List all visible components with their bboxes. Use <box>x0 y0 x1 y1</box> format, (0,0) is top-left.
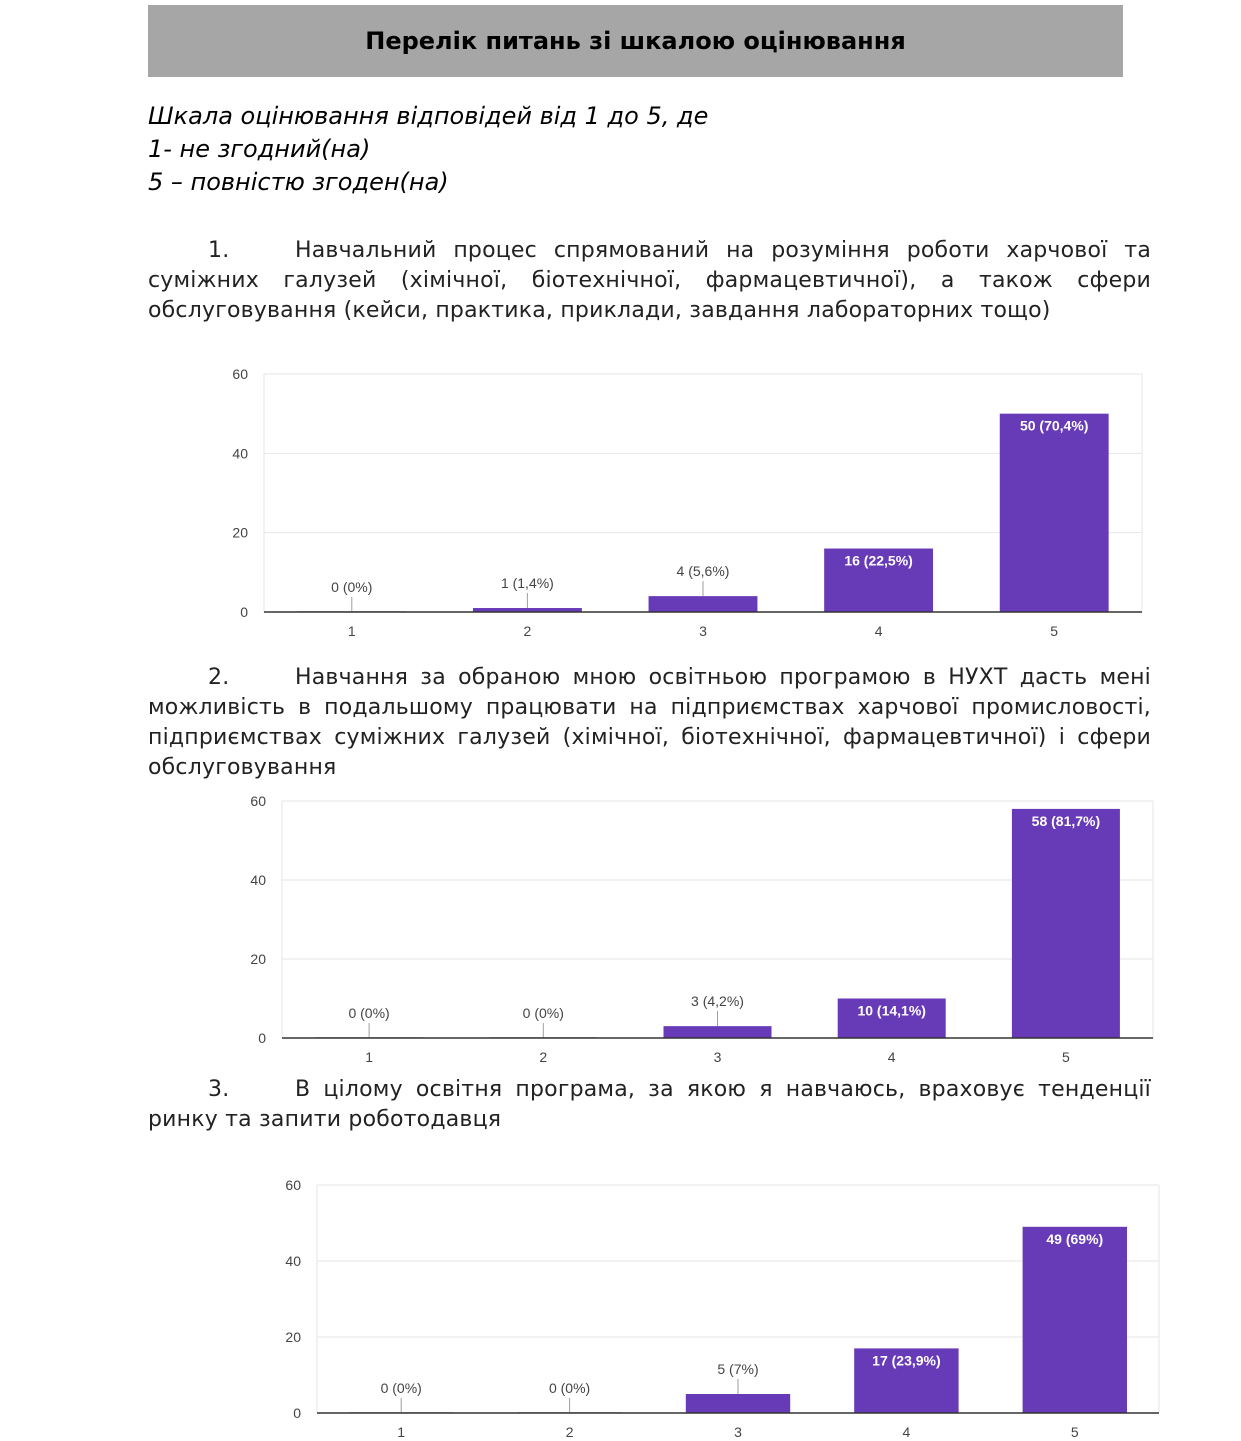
question-3 <box>148 1075 1151 1135</box>
x-tick-label: 5 <box>1070 1424 1079 1440</box>
data-label: 3 (4,2%) <box>691 993 744 1010</box>
y-tick-label: 40 <box>285 1253 301 1269</box>
question-2-chart <box>240 788 1160 1068</box>
y-tick-label: 60 <box>232 366 248 382</box>
x-tick-label: 2 <box>565 1424 574 1440</box>
bar <box>1000 414 1109 612</box>
y-tick-label: 60 <box>285 1177 301 1193</box>
x-tick-label: 1 <box>365 1049 373 1065</box>
y-tick-label: 20 <box>250 951 266 967</box>
data-label: 0 (0%) <box>522 1005 564 1021</box>
question-number: 2. <box>208 665 230 690</box>
bar <box>663 1026 771 1038</box>
y-tick-label: 40 <box>250 872 266 888</box>
question-3-chart <box>275 1172 1165 1441</box>
x-tick-label: 2 <box>523 623 532 639</box>
question-text: В цілому освітня програма, за якою я навчаюсь, враховує тенденції ринку та запити роботодавця <box>148 1077 1151 1132</box>
data-label: 1 (1,4%) <box>500 575 554 592</box>
x-tick-label: 1 <box>347 623 356 639</box>
data-label: 10 (14,1%) <box>857 1002 926 1019</box>
y-tick-label: 0 <box>258 1030 266 1046</box>
data-label: 0 (0%) <box>380 1380 422 1396</box>
question-2 <box>148 663 1151 783</box>
bar <box>649 596 758 612</box>
x-tick-label: 5 <box>1062 1049 1070 1065</box>
question-text: Навчання за обраною мною освітньою програмою в НУХТ дасть мені можливість в подальшому працювати на підприємствах харчової промисловості, підприємствах суміжних галузей (хімічної, біотехнічної, фармацевтичної) і сфери обслуговування <box>148 665 1151 780</box>
data-label: 0 (0%) <box>348 1005 390 1021</box>
x-tick-label: 3 <box>713 1049 722 1065</box>
data-label: 0 (0%) <box>548 1380 591 1396</box>
data-label: 0 (0%) <box>331 579 373 595</box>
scale-max-label: 5 – повністю згоден(на) <box>148 168 449 196</box>
data-label: 4 (5,6%) <box>676 563 730 580</box>
y-tick-label: 60 <box>250 793 266 809</box>
data-label: 50 (70,4%) <box>1019 417 1089 434</box>
y-tick-label: 0 <box>240 604 248 620</box>
x-tick-label: 1 <box>397 1424 406 1440</box>
y-tick-label: 20 <box>232 524 248 541</box>
x-tick-label: 4 <box>887 1049 896 1065</box>
question-1-chart <box>220 360 1150 645</box>
data-label: 5 (7%) <box>717 1361 759 1377</box>
bar <box>686 1394 790 1413</box>
page-title: Перелік питань зі шкалою оцінювання <box>365 27 906 55</box>
x-tick-label: 4 <box>874 623 883 639</box>
question-number: 1. <box>208 238 230 263</box>
data-label: 49 (69%) <box>1046 1230 1104 1247</box>
data-label: 17 (23,9%) <box>872 1352 941 1369</box>
y-tick-label: 20 <box>285 1329 301 1345</box>
question-number: 3. <box>208 1077 230 1102</box>
scale-description: Шкала оцінювання відповідей від 1 до 5, де <box>148 102 709 130</box>
x-tick-label: 4 <box>902 1424 911 1440</box>
x-tick-label: 3 <box>734 1424 742 1440</box>
header-banner <box>148 5 1123 77</box>
y-tick-label: 40 <box>232 445 248 462</box>
bar <box>1023 1227 1127 1413</box>
data-label: 16 (22,5%) <box>844 552 913 569</box>
y-tick-label: 0 <box>293 1405 301 1421</box>
question-text: Навчальний процес спрямований на розуміння роботи харчової та суміжних галузей (хімічної, біотехнічної, фармацевтичної), а також сфери обслуговування (кейси, практика, приклади, завдання лабораторних тощо) <box>148 238 1151 323</box>
scale-min-label: 1- не згодний(на) <box>148 135 371 163</box>
bar <box>1012 809 1120 1038</box>
data-label: 58 (81,7%) <box>1031 812 1101 829</box>
x-tick-label: 3 <box>699 623 707 639</box>
question-1 <box>148 236 1151 326</box>
x-tick-label: 2 <box>539 1049 548 1065</box>
x-tick-label: 5 <box>1050 623 1059 639</box>
